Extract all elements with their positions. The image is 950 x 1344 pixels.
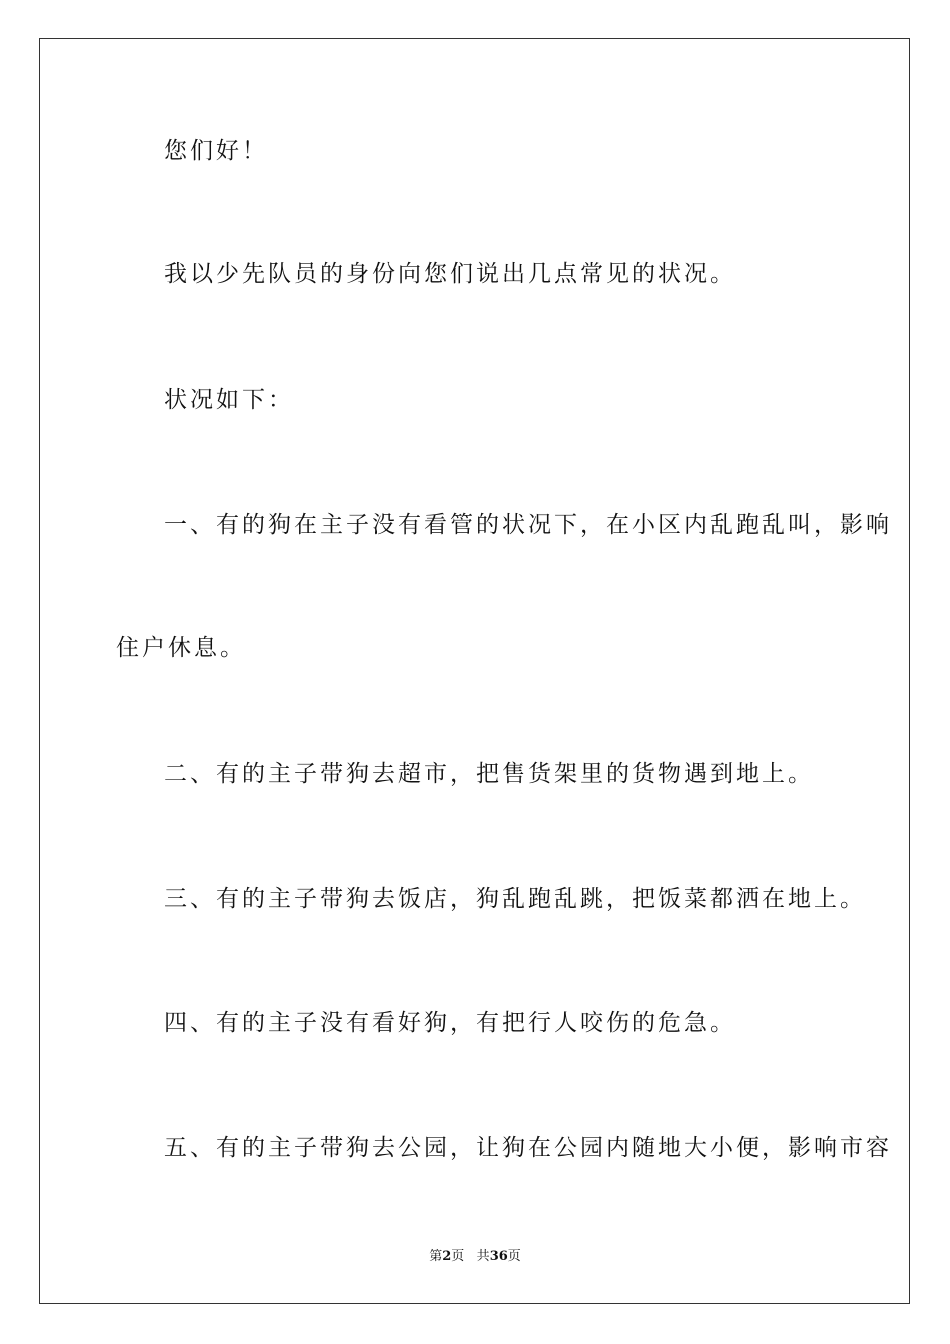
greeting-paragraph: 您们好！: [164, 138, 268, 164]
item-3-paragraph: 三、有的主子带狗去饭店，狗乱跑乱跳，把饭菜都洒在地上。: [164, 886, 866, 912]
item-1-continuation: 住户休息。: [116, 635, 246, 661]
item-1-paragraph: 一、有的狗在主子没有看管的状况下，在小区内乱跑乱叫，影响: [164, 512, 892, 538]
page-footer: [0, 1248, 950, 1266]
total-prefix: 共: [476, 1249, 490, 1264]
page-number: 2: [442, 1249, 452, 1264]
page-prefix: 第: [429, 1249, 443, 1264]
item-5-paragraph: 五、有的主子带狗去公园，让狗在公园内随地大小便，影响市容: [164, 1135, 892, 1161]
situations-heading-paragraph: 状况如下：: [164, 387, 294, 413]
item-2-paragraph: 二、有的主子带狗去超市，把售货架里的货物遇到地上。: [164, 761, 814, 787]
page-suffix: 页: [451, 1249, 465, 1264]
intro-paragraph: 我以少先队员的身份向您们说出几点常见的状况。: [164, 261, 736, 287]
total-pages: 36: [489, 1249, 508, 1264]
item-4-paragraph: 四、有的主子没有看好狗，有把行人咬伤的危急。: [164, 1010, 736, 1036]
page-frame: [39, 38, 910, 1304]
total-suffix: 页: [507, 1249, 521, 1264]
